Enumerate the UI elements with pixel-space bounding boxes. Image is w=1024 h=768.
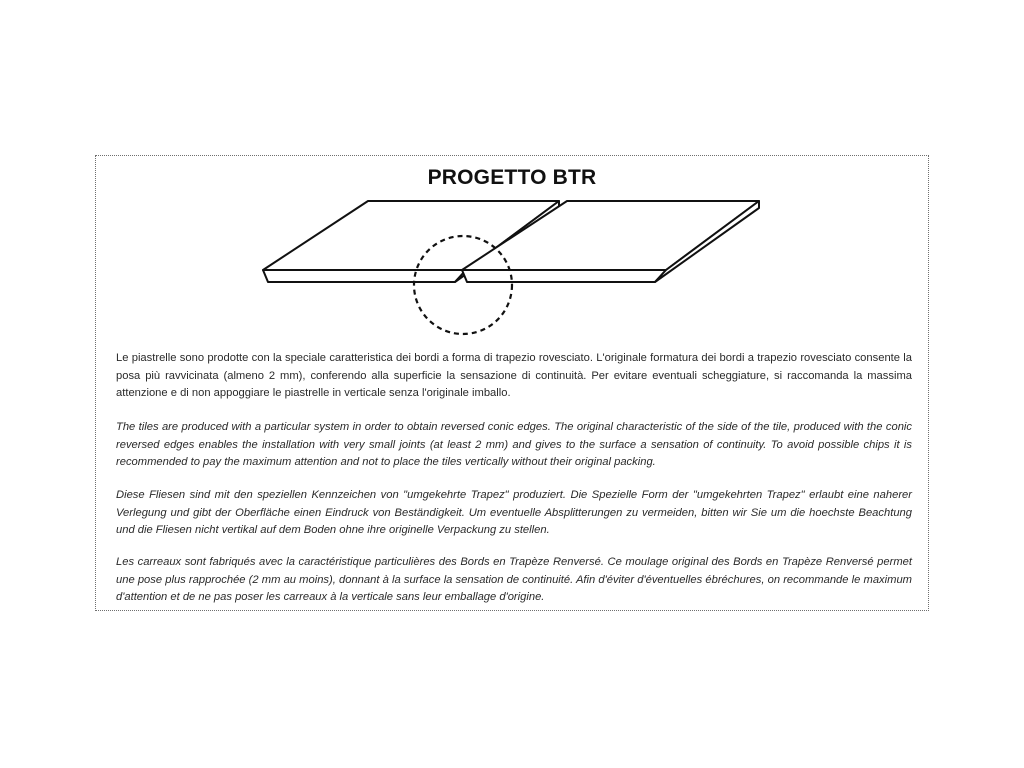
right-tile-front-edge	[462, 270, 666, 282]
document-frame	[95, 155, 929, 611]
left-tile-front-edge	[263, 270, 466, 282]
paragraph-french: Les carreaux sont fabriqués avec la caractéristique particulières des Bords en Trapèze Renversé. Ce moulage original des Bords en Trapèze Renversé permet une pose plus rapprochée (2 mm au moins), donnant à la surface la sensation de continuité. Afin d'éviter d'éventuelles ébréchures, on recommande le maximum d'attention et de ne pas poser les carreaux à la verticale sans leur emballage d'origine.	[116, 556, 912, 603]
paragraph-german: Diese Fliesen sind mit den speziellen Kennzeichen von "umgekehrte Trapez" produziert. Die Spezielle Form der "umgekehrten Trapez" erlaubt eine naherer Verlegung und gibt der Oberfläche einen Eindruck von Beständigkeit. Um eventuelle Absplitterungen zu vermeiden, bitten wir Sie um die hoechste Beachtung und die Fliesen nicht vertikal auf dem Boden ohne ihre originelle Verpackung zu stellen.	[116, 489, 912, 536]
paragraph-english: The tiles are produced with a particular system in order to obtain reversed conic edges. The original characteristic of the side of the tile, produced with the conic reversed edges enables the installation with very small joints (at least 2 mm) and gives to the surface a sensation of continuity. To avoid possible chips it is recommended to pay the maximum attention and not to place the tiles vertically without their original packing.	[116, 421, 912, 468]
tile-edge-diagram	[96, 156, 930, 346]
paragraph-italian: Le piastrelle sono prodotte con la speciale caratteristica dei bordi a forma di trapezio rovesciato. L'originale formatura dei bordi a trapezio rovesciato consente la posa più ravvicinata (almeno 2 mm), conferendo alla superficie la sensazione di continuità. Per evitare eventuali scheggiature, si raccomanda la massima attenzione e di non appoggiare le piastrelle in verticale senza l'originale imballo.	[116, 352, 912, 399]
document-title: PROGETTO BTR	[427, 166, 597, 189]
